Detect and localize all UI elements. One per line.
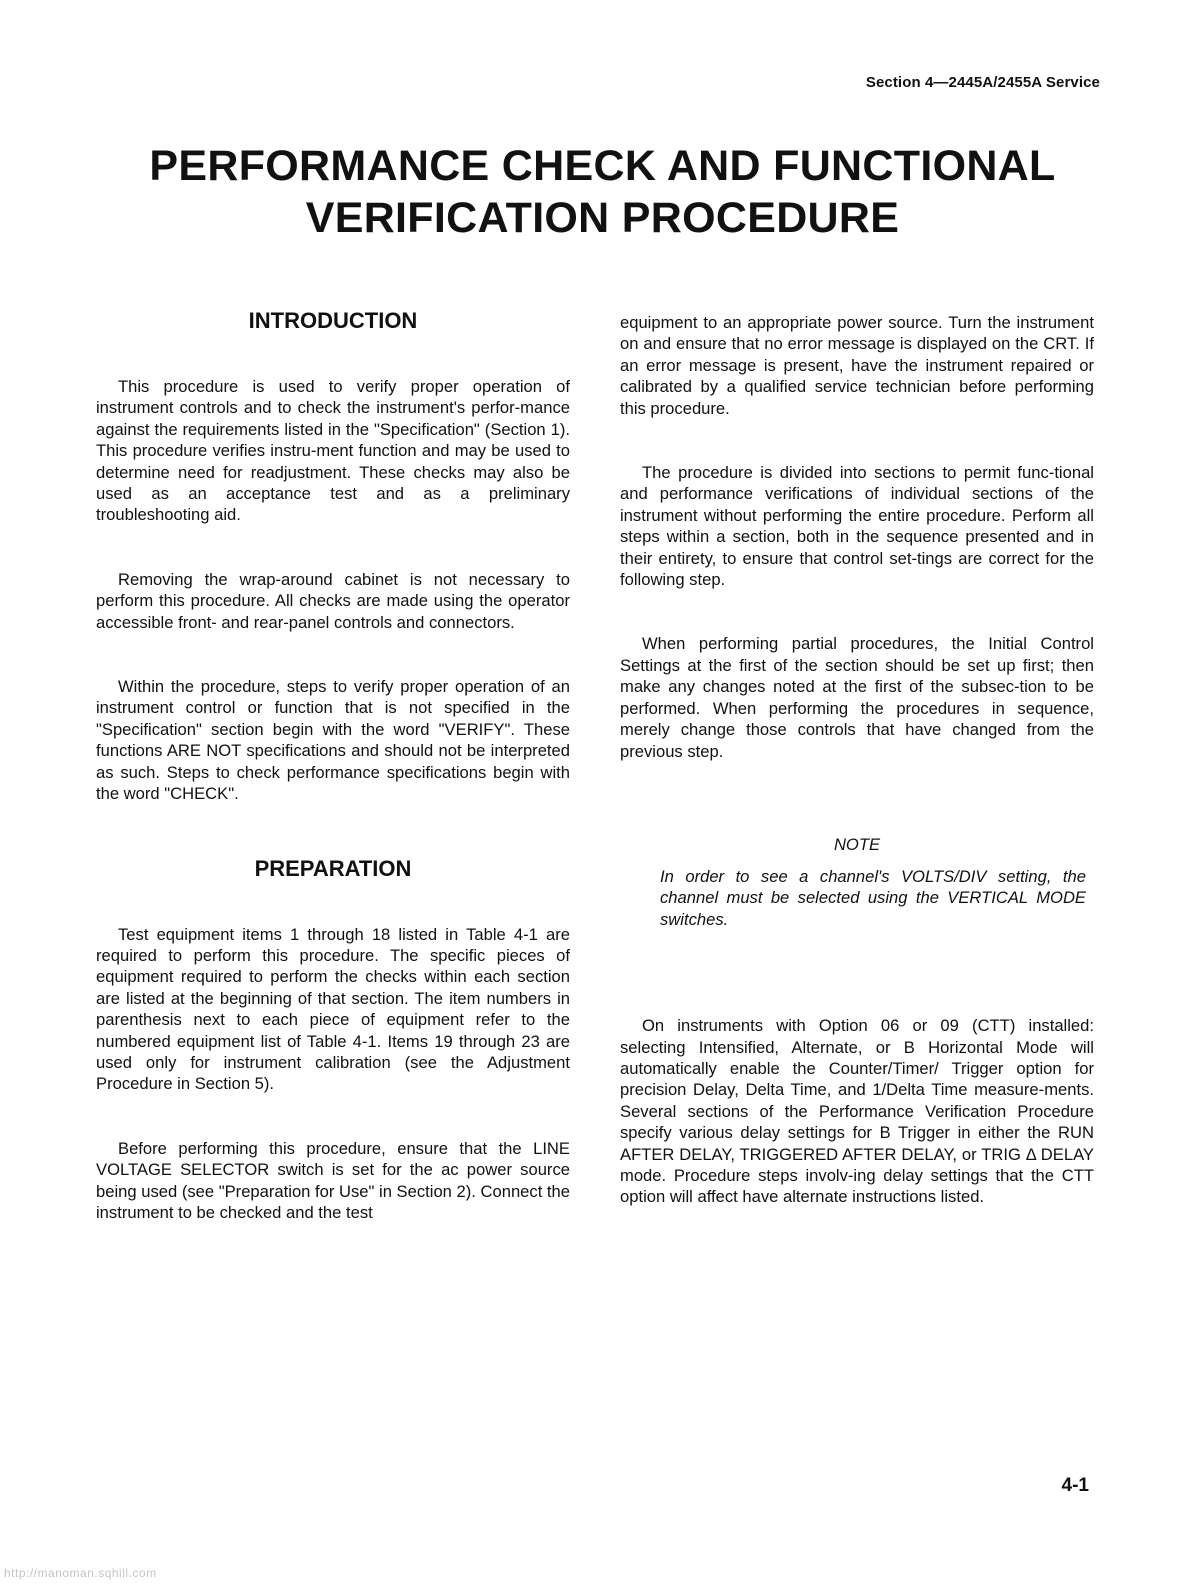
right-paragraph-4: On instruments with Option 06 or 09 (CTT) installed: selecting Intensified, Alternate, or B Horizontal Mode will automatically enable the Counter/Timer/ Trigger option for precision Delay, Delta Time, and 1/Delta Time measure-ments. Several sections of the Performance Verification Procedure specify various delay settings for B Trigger in either the RUN AFTER DELAY, TRIGGERED AFTER DELAY, or TRIG Δ DELAY mode. Procedure steps involv-ing delay settings that the CTT option will affect have alternate instructions listed. xyxy=(620,1016,1094,1207)
intro-paragraph-3: Within the procedure, steps to verify proper operation of an instrument control or function that is not specified in the "Specification" section begin with the word "VERIFY". These functions ARE NOT specifications and should not be interpreted as such. Steps to check performance specifications begin with the word "CHECK". xyxy=(96,677,570,804)
page-number: 4-1 xyxy=(1061,1475,1089,1496)
preparation-heading: PREPARATION xyxy=(254,855,412,881)
note-heading: NOTE xyxy=(833,834,881,854)
right-paragraph-3: When performing partial procedures, the Initial Control Settings at the first of the section should be set up first; then make any changes noted at the first of the subsec-tion to be performed. When performing the procedures in sequence, merely change those controls that have changed from the previous step. xyxy=(620,634,1094,761)
title-line-1: PERFORMANCE CHECK AND FUNCTIONAL xyxy=(149,142,1056,190)
page-title xyxy=(60,140,1145,244)
note-text: In order to see a channel's VOLTS/DIV setting, the channel must be selected using the VERTICAL MODE switches. xyxy=(660,866,1086,929)
intro-paragraph-1: This procedure is used to verify proper operation of instrument controls and to check the instrument's perfor-mance against the requirements listed in the "Specification" (Section 1). This procedure verifies instru-ment function and may be used to determine need for readjustment. These checks may also be used as an acceptance test and as a preliminary troubleshooting aid. xyxy=(96,377,570,525)
right-paragraph-2: The procedure is divided into sections to permit func-tional and performance verifications of individual sections of the instrument without performing the entire procedure. Perform all steps within a section, both in the sequence presented and in their entirety, to ensure that control set-tings are correct for the following step. xyxy=(620,463,1094,590)
left-column xyxy=(96,308,570,1223)
section-header: Section 4—2445A/2455A Service xyxy=(865,74,1100,91)
intro-paragraph-2: Removing the wrap-around cabinet is not necessary to perform this procedure. All checks are made using the operator accessible front- and rear-panel controls and connectors. xyxy=(96,569,570,632)
introduction-heading: INTRODUCTION xyxy=(248,308,418,333)
title-line-2: VERIFICATION PROCEDURE xyxy=(305,194,900,242)
right-column xyxy=(620,312,1094,1208)
preparation-paragraph-1: Test equipment items 1 through 18 listed in Table 4-1 are required to perform this procedure. The specific pieces of equipment required to perform the checks within each section are listed at the beginning of that section. The item numbers in parenthesis next to each piece of equipment refer to the numbered equipment list of Table 4-1. Items 19 through 23 are used only for instrument calibration (see the Adjustment Procedure in Section 5). xyxy=(96,924,570,1094)
preparation-paragraph-2: Before performing this procedure, ensure that the LINE VOLTAGE SELECTOR switch is set for the ac power source being used (see "Preparation for Use" in Section 2). Connect the instrument to be checked and the test xyxy=(96,1138,570,1222)
watermark-url: http://manoman.sqhill.com xyxy=(4,1566,157,1580)
right-paragraph-1: equipment to an appropriate power source. Turn the instrument on and ensure that no error message is displayed on the CRT. If an error message is present, have the instrument repaired or calibrated by a qualified service technician before performing this procedure. xyxy=(620,313,1094,418)
